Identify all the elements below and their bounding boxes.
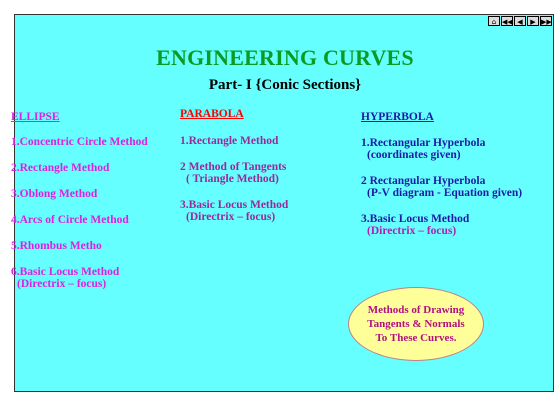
parabola-method-2-title: 2 Method of Tangents <box>180 161 287 173</box>
parabola-method-3-detail: (Directrix – focus) <box>186 211 276 223</box>
ellipse-method-4[interactable]: 4.Arcs of Circle Method <box>11 214 129 226</box>
ellipse-column <box>11 111 148 304</box>
hyperbola-method-1-detail: (coordinates given) <box>367 149 461 161</box>
ellipse-method-1[interactable]: 1.Concentric Circle Method <box>11 136 148 148</box>
slide-navigation <box>488 16 552 26</box>
note-line-3: To These Curves. <box>375 332 457 344</box>
hyperbola-method-1-title: 1.Rectangular Hyperbola <box>361 137 486 149</box>
hyperbola-method-3-title: 3.Basic Locus Method <box>361 213 470 225</box>
page-subtitle: Part- I {Conic Sections} <box>208 77 362 93</box>
parabola-method-3[interactable] <box>180 199 288 223</box>
hyperbola-method-3[interactable] <box>361 213 522 237</box>
hyperbola-method-2-title: 2 Rectangular Hyperbola <box>361 175 486 187</box>
ellipse-method-6-title: 6.Basic Locus Method <box>11 266 120 278</box>
note-line-2: Tangents & Normals <box>367 318 465 330</box>
next-slide-button[interactable]: ▶ <box>527 16 539 26</box>
ellipse-method-6[interactable] <box>11 266 148 290</box>
first-slide-button[interactable]: ◀◀ <box>502 18 513 26</box>
parabola-column <box>180 108 288 237</box>
ellipse-method-3[interactable]: 3.Oblong Method <box>11 188 98 200</box>
hyperbola-column <box>361 111 522 251</box>
parabola-heading[interactable]: PARABOLA <box>180 108 244 120</box>
note-line-1: Methods of Drawing <box>367 304 465 316</box>
slide <box>11 14 554 392</box>
page-title: ENGINEERING CURVES <box>156 45 414 70</box>
parabola-method-2-detail: ( Triangle Method) <box>186 173 279 185</box>
hyperbola-method-2[interactable] <box>361 175 522 199</box>
parabola-method-2[interactable] <box>180 161 288 185</box>
last-slide-button[interactable]: ▶▶ <box>541 18 552 26</box>
hyperbola-heading[interactable]: HYPERBOLA <box>361 111 434 123</box>
ellipse-method-5[interactable]: 5.Rhombus Metho <box>11 240 102 252</box>
ellipse-heading[interactable]: ELLIPSE <box>11 111 60 123</box>
parabola-method-3-title: 3.Basic Locus Method <box>180 199 289 211</box>
hyperbola-method-2-detail: (P-V diagram - Equation given) <box>367 187 523 199</box>
tangents-normals-link[interactable] <box>348 287 484 361</box>
tangents-normals-text <box>367 303 464 345</box>
previous-slide-button[interactable]: ◀ <box>514 16 526 26</box>
hyperbola-method-3-detail: (Directrix – focus) <box>367 225 457 237</box>
parabola-method-1[interactable]: 1.Rectangle Method <box>180 135 279 147</box>
ellipse-method-2[interactable]: 2.Rectangle Method <box>11 162 110 174</box>
home-button[interactable]: ⌂ <box>488 16 500 26</box>
ellipse-method-6-detail: (Directrix – focus) <box>17 278 107 290</box>
hyperbola-method-1[interactable] <box>361 137 522 161</box>
